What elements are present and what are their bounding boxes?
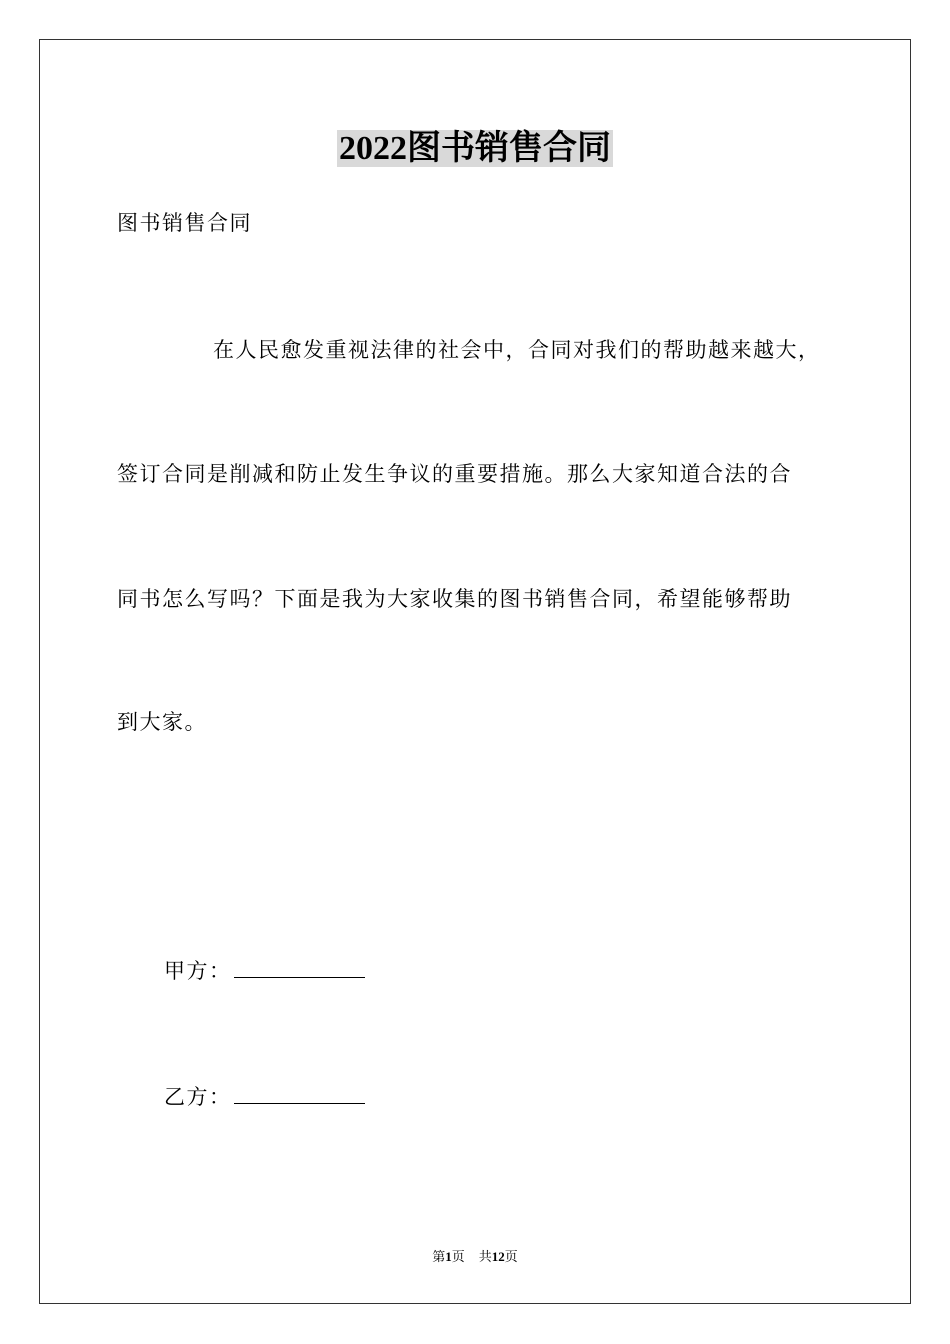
footer-page-number: 1 [445, 1249, 452, 1264]
footer-total-prefix: 共 [478, 1249, 492, 1264]
party-a-label: 甲方： [164, 959, 232, 983]
party-a-blank [234, 959, 365, 978]
paragraph-line: 签订合同是削减和防止发生争议的重要措施。那么大家知道合法的合 [117, 462, 792, 486]
paragraph-line: 在人民愈发重视法律的社会中，合同对我们的帮助越来越大， [213, 338, 821, 362]
paragraph-line: 同书怎么写吗？下面是我为大家收集的图书销售合同，希望能够帮助 [117, 587, 792, 611]
party-b-blank [234, 1085, 365, 1104]
footer-page-prefix: 第 [432, 1249, 446, 1264]
page-footer [0, 1248, 950, 1266]
footer-total-pages: 12 [491, 1249, 505, 1264]
footer-page-suffix: 页 [451, 1249, 465, 1264]
party-a-row [164, 957, 365, 985]
paragraph-line: 到大家。 [117, 710, 207, 734]
party-b-row [164, 1083, 365, 1111]
party-b-label: 乙方： [164, 1085, 232, 1109]
document-subtitle: 图书销售合同 [117, 211, 252, 235]
document-title-text: 2022图书销售合同 [339, 130, 611, 167]
footer-total-suffix: 页 [504, 1249, 518, 1264]
document-title [0, 128, 950, 170]
